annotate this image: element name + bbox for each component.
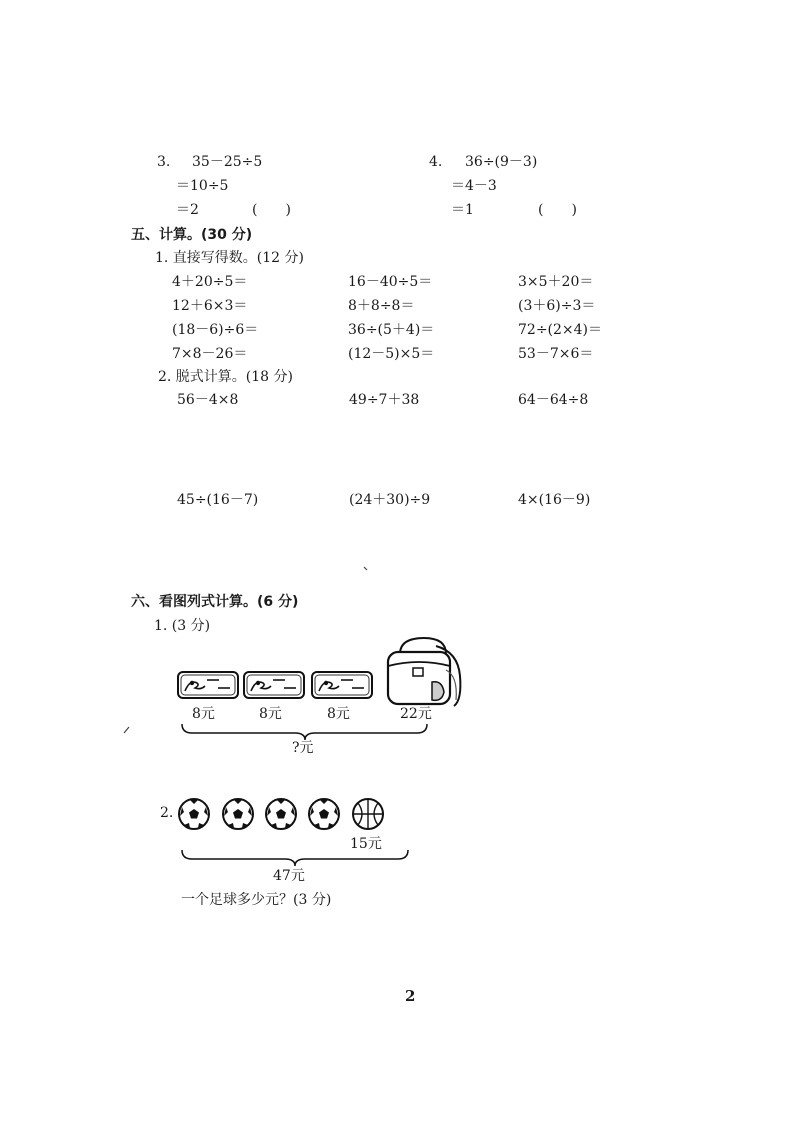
total-brace (182, 724, 427, 740)
section-6-title: 六、看图列式计算。(6 分) (131, 594, 299, 610)
judge-item-4-answer-blank[interactable]: ( ) (538, 202, 577, 218)
mental-math-problem: 3×5＋20＝ (518, 274, 594, 290)
total-price-unknown: ?元 (292, 740, 314, 756)
step-calc-problem: 49÷7＋38 (349, 392, 420, 408)
step-calc-problem: 4×(16－9) (518, 492, 591, 508)
mental-math-problem: 16－40÷5＝ (348, 274, 433, 290)
judge-item-3-number: 3. (157, 154, 171, 170)
section-5-title: 五、计算。(30 分) (131, 227, 253, 243)
mental-math-problem: 12＋6×3＝ (172, 298, 248, 314)
judge-item-3-line-1: 35－25÷5 (192, 154, 263, 170)
pencil-case-price: 8元 (259, 706, 282, 722)
step-calc-problem: (24＋30)÷9 (349, 492, 431, 508)
total-brace (182, 850, 408, 866)
step-calc-problem: 56－4×8 (177, 392, 239, 408)
basketball-price: 15元 (350, 836, 382, 852)
mental-math-problem: 72÷(2×4)＝ (518, 322, 603, 338)
judge-item-4-line-1: 36÷(9－3) (465, 154, 538, 170)
soccer-ball-icon (266, 799, 296, 829)
judge-item-3-line-3: ＝2 (176, 202, 199, 218)
section-5-part-2-title: 2. 脱式计算。(18 分) (158, 369, 293, 385)
judge-item-3-line-2: ＝10÷5 (176, 178, 229, 194)
page-number: 2 (405, 987, 416, 1005)
pencil-case-price: 8元 (192, 706, 215, 722)
soccer-ball-icon (179, 799, 209, 829)
scan-mark (364, 567, 367, 570)
judge-item-4-line-2: ＝4－3 (451, 178, 497, 194)
backpack-price: 22元 (400, 706, 432, 722)
mental-math-problem: 8＋8÷8＝ (348, 298, 415, 314)
mental-math-problem: (18－6)÷6＝ (172, 322, 259, 338)
section-5-part-1-title: 1. 直接写得数。(12 分) (155, 250, 304, 266)
judge-item-4-number: 4. (429, 154, 443, 170)
judge-item-4-line-3: ＝1 (451, 202, 474, 218)
mental-math-problem: (3＋6)÷3＝ (518, 298, 596, 314)
step-calc-problem: 64－64÷8 (518, 392, 589, 408)
backpack-icon (388, 638, 460, 706)
mental-math-problem: 7×8－26＝ (172, 346, 248, 362)
mental-math-problem: 36÷(5＋4)＝ (348, 322, 435, 338)
step-calc-problem: 45÷(16－7) (177, 492, 259, 508)
mental-math-problem: 53－7×6＝ (518, 346, 594, 362)
pencil-case-icon (312, 672, 372, 698)
question-2-label: 2. (160, 805, 174, 821)
mental-math-problem: (12－5)×5＝ (348, 346, 435, 362)
basketball-icon (353, 799, 383, 829)
soccer-ball-icon (223, 799, 253, 829)
question-2-prompt: 一个足球多少元？(3 分) (181, 892, 332, 908)
pencil-case-price: 8元 (327, 706, 350, 722)
judge-item-3-answer-blank[interactable]: ( ) (252, 202, 291, 218)
pencil-case-icon (244, 672, 304, 698)
mental-math-problem: 4＋20÷5＝ (172, 274, 248, 290)
total-price: 47元 (273, 868, 305, 884)
soccer-ball-icon (309, 799, 339, 829)
question-1-label: 1. (3 分) (154, 618, 211, 634)
scan-mark (124, 727, 129, 733)
pencil-case-icon (178, 672, 238, 698)
